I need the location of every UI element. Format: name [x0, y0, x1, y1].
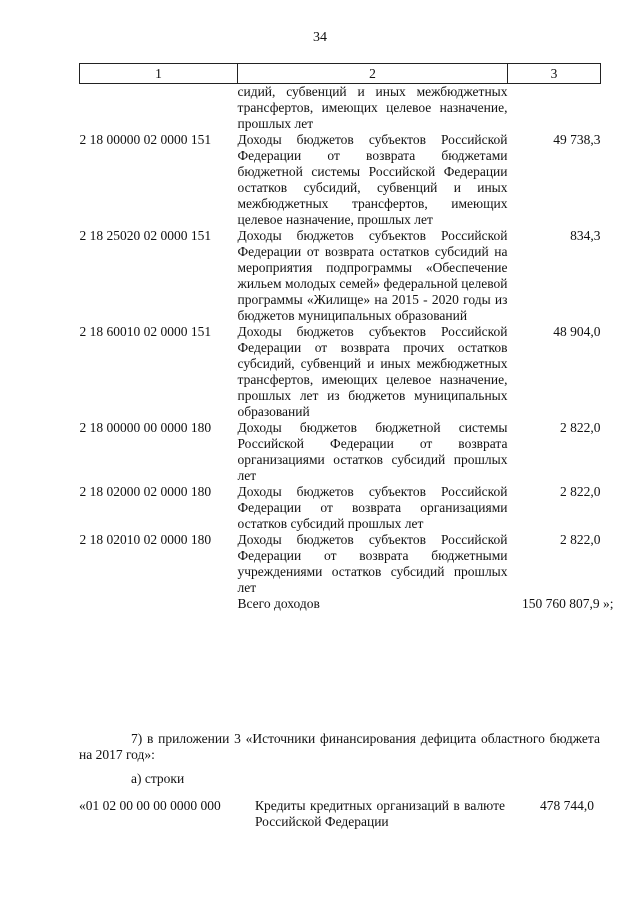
row-amount: 2 822,0 [560, 484, 601, 499]
table-row [80, 532, 601, 596]
row-amount [508, 84, 601, 133]
row-description: Кредиты кредитных организаций в валюте Российской Федерации [255, 798, 505, 829]
row-code: 2 18 00000 02 0000 151 [79, 132, 212, 147]
row-description: Доходы бюджетов бюджетной системы Российской Федерации от возврата организациями остатков субсидий прошлых лет [237, 420, 508, 483]
table-row [80, 484, 601, 532]
total-amount: 150 760 807,9 »; [521, 596, 614, 611]
page-number: 34 [313, 30, 327, 45]
row-code: «01 02 00 00 00 0000 000 [79, 798, 221, 813]
table-row [79, 798, 600, 830]
row-amount: 48 904,0 [553, 324, 601, 339]
row-description: Доходы бюджетов субъектов Российской Федерации от возврата остатков субсидий на мероприятия подпрограммы «Обеспечение жильем молодых семей» федеральной целевой программы «Жилище» на 2015 - 2020 годы из бюджетов муниципальных образований [237, 228, 508, 323]
row-amount: 2 822,0 [560, 532, 601, 547]
row-amount: 2 822,0 [560, 420, 601, 435]
row-code: 2 18 25020 02 0000 151 [79, 228, 212, 243]
row-description: Доходы бюджетов субъектов Российской Федерации от возврата бюджетами бюджетной системы Российской Федерации остатков субсидий, субвенций и иных межбюджетных трансфертов, имеющих целевое назначение, прошлых лет [237, 132, 508, 227]
subheading: а) строки [131, 771, 185, 786]
row-code: 2 18 02010 02 0000 180 [79, 532, 212, 547]
table-row [80, 420, 601, 484]
row-code: 2 18 02000 02 0000 180 [79, 484, 212, 499]
amendment-paragraph [79, 731, 600, 763]
row-amount: 834,3 [570, 228, 601, 243]
sources-table [79, 798, 600, 830]
row-code [80, 84, 238, 133]
total-row [80, 596, 601, 612]
column-header-2: 2 [238, 64, 508, 84]
row-code: 2 18 00000 00 0000 180 [79, 420, 212, 435]
row-description: Доходы бюджетов субъектов Российской Федерации от возврата прочих остатков субсидий, субвенций и иных межбюджетных трансфертов, имеющих целевое назначение, прошлых лет из бюджетов муниципальных образований [237, 324, 508, 419]
table-row [80, 132, 601, 228]
row-amount: 49 738,3 [553, 132, 601, 147]
column-header-1: 1 [80, 64, 238, 84]
row-description: Доходы бюджетов субъектов Российской Федерации от возврата организациями остатков субсидий прошлых лет [237, 484, 508, 531]
amendment-text: 7) в приложении 3 «Источники финансирования дефицита областного бюджета на 2017 год»: [79, 731, 600, 762]
total-label: Всего доходов [237, 596, 320, 611]
row-amount: 478 744,0 [540, 798, 594, 813]
row-code: 2 18 60010 02 0000 151 [79, 324, 212, 339]
table-row [80, 228, 601, 324]
revenue-table [79, 63, 614, 612]
table-header-row [80, 64, 601, 84]
table-row [80, 324, 601, 420]
row-description: Доходы бюджетов субъектов Российской Федерации от возврата бюджетными учреждениями остатков субсидий прошлых лет [237, 532, 508, 595]
table-row [80, 84, 601, 133]
row-description: сидий, субвенций и иных межбюджетных трансфертов, имеющих целевое назначение, прошлых лет [237, 84, 508, 131]
column-header-3: 3 [508, 64, 601, 84]
